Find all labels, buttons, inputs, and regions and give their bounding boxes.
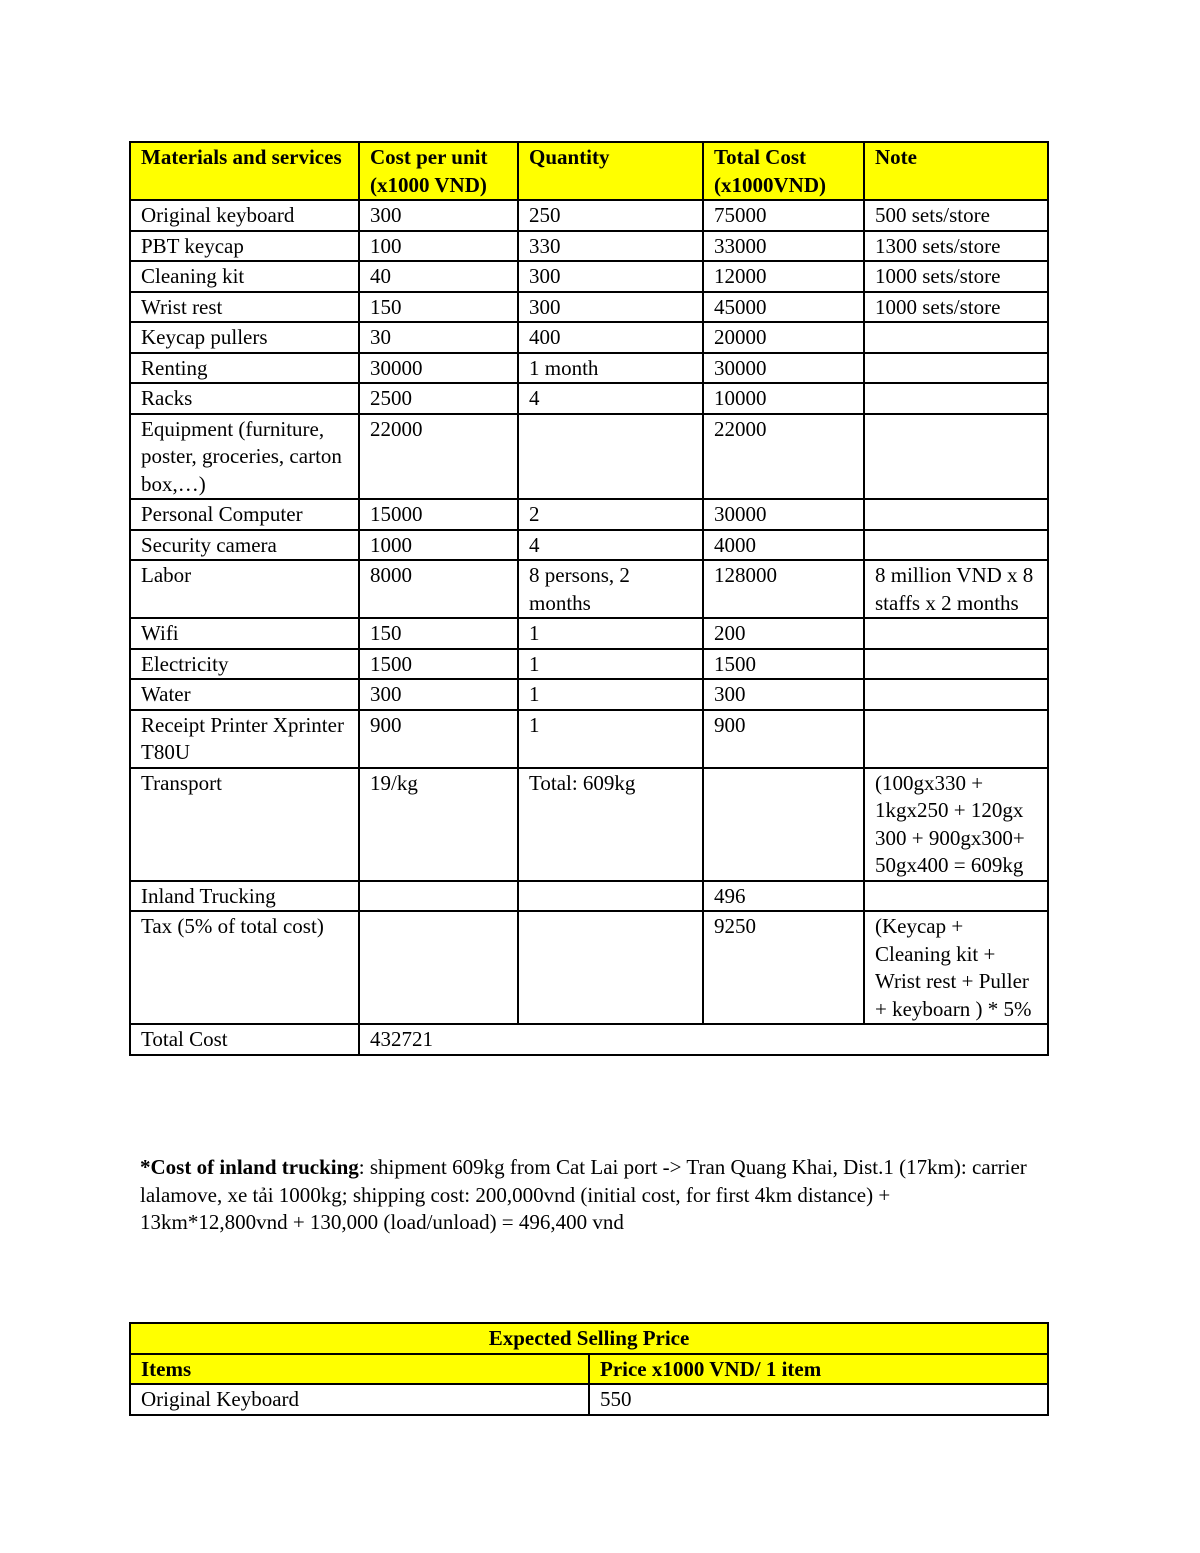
table-cell: 1300 sets/store (864, 231, 1048, 262)
header-cell: Cost per unit (x1000 VND) (359, 142, 518, 200)
table-row (130, 710, 1048, 768)
table-cell: (100gx330 + 1kgx250 + 120gx 300 + 900gx300+ 50gx400 = 609kg (864, 768, 1048, 881)
table-cell: 150 (359, 618, 518, 649)
table-cell: 1 (518, 710, 703, 768)
table-cell: Original Keyboard (130, 1384, 589, 1415)
selling-price-table (129, 1322, 1049, 1416)
table-cell: 10000 (703, 383, 864, 414)
table-cell: Security camera (130, 530, 359, 561)
table-cell: 8000 (359, 560, 518, 618)
table-cell: 300 (518, 292, 703, 323)
table-cell: 4000 (703, 530, 864, 561)
table-cell: 1 (518, 649, 703, 680)
table-cell: 8 million VND x 8 staffs x 2 months (864, 560, 1048, 618)
table-cell (518, 911, 703, 1024)
header-cell: Items (130, 1354, 589, 1385)
table-cell: Electricity (130, 649, 359, 680)
header-cell: Total Cost (x1000VND) (703, 142, 864, 200)
table-cell: Cleaning kit (130, 261, 359, 292)
table-row (130, 560, 1048, 618)
header-cell: Materials and services (130, 142, 359, 200)
table-cell: 1500 (703, 649, 864, 680)
table-cell: Labor (130, 560, 359, 618)
table-cell: 33000 (703, 231, 864, 262)
table-cell: 45000 (703, 292, 864, 323)
table-row (130, 618, 1048, 649)
table-cell: 30000 (703, 499, 864, 530)
selling-price-title: Expected Selling Price (130, 1323, 1048, 1354)
table-row (130, 231, 1048, 262)
inland-note-label: *Cost of inland trucking (140, 1155, 359, 1179)
table-cell (864, 499, 1048, 530)
table-row (130, 499, 1048, 530)
table-cell: 550 (589, 1384, 1048, 1415)
table-cell (703, 768, 864, 881)
table-cell (518, 881, 703, 912)
table-cell: 40 (359, 261, 518, 292)
table-cell: 75000 (703, 200, 864, 231)
table-cell: PBT keycap (130, 231, 359, 262)
total-value: 432721 (359, 1024, 1048, 1055)
table-cell: 900 (703, 710, 864, 768)
table-cell: 250 (518, 200, 703, 231)
table-cell: 4 (518, 530, 703, 561)
cost-table (129, 141, 1049, 1056)
table-cell: 22000 (359, 414, 518, 500)
table-cell (359, 911, 518, 1024)
table-cell: Receipt Printer Xprinter T80U (130, 710, 359, 768)
table-cell: Total: 609kg (518, 768, 703, 881)
table-cell: 8 persons, 2 months (518, 560, 703, 618)
table-cell (864, 383, 1048, 414)
table-cell: 9250 (703, 911, 864, 1024)
table-cell: Tax (5% of total cost) (130, 911, 359, 1024)
table-row (130, 1384, 1048, 1415)
table-cell: 400 (518, 322, 703, 353)
table-cell: 900 (359, 710, 518, 768)
table-cell (864, 710, 1048, 768)
table-row (130, 911, 1048, 1024)
table-cell: 300 (359, 200, 518, 231)
table-cell: Original keyboard (130, 200, 359, 231)
inland-note-text: : shipment 609kg from Cat Lai port -> Tran Quang Khai, Dist.1 (17km): carrier lalamove, xe tải 1000kg; shipping cost: 200,000vnd (initial cost, for first 4km distance) + 13km*12,800vnd + 130,000 (load/unload) = 496,400 vnd (140, 1155, 1027, 1234)
table-cell: Water (130, 679, 359, 710)
table-cell: 30000 (359, 353, 518, 384)
table-cell: 1000 sets/store (864, 261, 1048, 292)
table-cell: 330 (518, 231, 703, 262)
inland-trucking-note (140, 1154, 1040, 1237)
table-row (130, 261, 1048, 292)
header-cell: Note (864, 142, 1048, 200)
table-cell: 12000 (703, 261, 864, 292)
table-cell: 496 (703, 881, 864, 912)
table-cell: 1 (518, 618, 703, 649)
table-cell: Racks (130, 383, 359, 414)
table-cell: Keycap pullers (130, 322, 359, 353)
table-cell: Personal Computer (130, 499, 359, 530)
table-row (130, 200, 1048, 231)
table-row (130, 649, 1048, 680)
table-cell: 4 (518, 383, 703, 414)
table-row (130, 881, 1048, 912)
table-row (130, 322, 1048, 353)
table-row (130, 414, 1048, 500)
table-cell: Wifi (130, 618, 359, 649)
table-cell: Equipment (furniture, poster, groceries, carton box,…) (130, 414, 359, 500)
table-cell (864, 618, 1048, 649)
table-cell: 1 (518, 679, 703, 710)
table-cell (864, 530, 1048, 561)
table-cell: 19/kg (359, 768, 518, 881)
table-cell: 500 sets/store (864, 200, 1048, 231)
table-row (130, 530, 1048, 561)
table-cell: 2500 (359, 383, 518, 414)
table-cell: Inland Trucking (130, 881, 359, 912)
table-cell: 1000 sets/store (864, 292, 1048, 323)
table-cell: 30 (359, 322, 518, 353)
table-cell (864, 353, 1048, 384)
table-cell (359, 881, 518, 912)
table-row (130, 292, 1048, 323)
cost-table-body (130, 142, 1048, 1055)
table-cell: (Keycap + Cleaning kit + Wrist rest + Puller + keyboarn ) * 5% (864, 911, 1048, 1024)
table-cell: 1500 (359, 649, 518, 680)
total-label: Total Cost (130, 1024, 359, 1055)
table-cell: 30000 (703, 353, 864, 384)
header-cell: Price x1000 VND/ 1 item (589, 1354, 1048, 1385)
table-row (130, 383, 1048, 414)
table-cell: 1 month (518, 353, 703, 384)
table-row (130, 679, 1048, 710)
selling-price-header-row (130, 1354, 1048, 1385)
table-cell: 200 (703, 618, 864, 649)
table-cell (864, 322, 1048, 353)
table-cell: 128000 (703, 560, 864, 618)
table-cell: 15000 (359, 499, 518, 530)
table-row (130, 768, 1048, 881)
table-cell: 2 (518, 499, 703, 530)
table-cell: Wrist rest (130, 292, 359, 323)
table-cell: Transport (130, 768, 359, 881)
table-cell (518, 414, 703, 500)
selling-price-body (130, 1323, 1048, 1415)
table-cell: 20000 (703, 322, 864, 353)
cost-table-header-row (130, 142, 1048, 200)
table-cell: 300 (703, 679, 864, 710)
table-cell: 22000 (703, 414, 864, 500)
selling-price-title-row (130, 1323, 1048, 1354)
table-cell (864, 649, 1048, 680)
table-cell: 150 (359, 292, 518, 323)
table-cell: Renting (130, 353, 359, 384)
table-cell: 300 (359, 679, 518, 710)
table-cell: 100 (359, 231, 518, 262)
table-cell (864, 414, 1048, 500)
table-cell: 300 (518, 261, 703, 292)
total-row (130, 1024, 1048, 1055)
table-cell (864, 881, 1048, 912)
table-cell (864, 679, 1048, 710)
header-cell: Quantity (518, 142, 703, 200)
table-cell: 1000 (359, 530, 518, 561)
table-row (130, 353, 1048, 384)
